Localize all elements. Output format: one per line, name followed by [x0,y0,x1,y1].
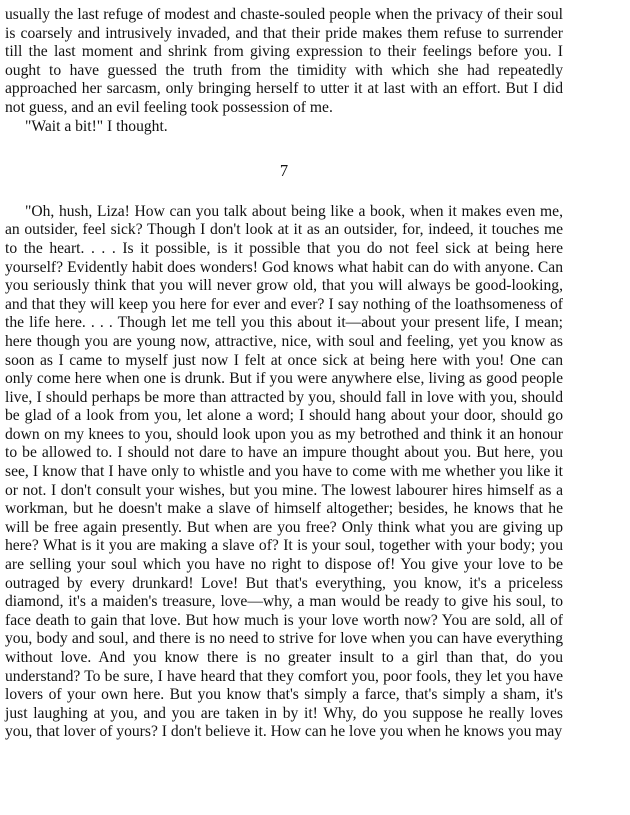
paragraph-speech: "Oh, hush, Liza! How can you talk about being like a book, when it makes even me, an outsider, feel sick? Though I don't look at it as an outsider, for, indeed, it touches me to the heart. . . . Is it possible, is it possible that you do not feel sick at being here yourself? Evidently habit does wonders! God knows what habit can do with anyone. Can you seriously think that you will never grow old, that you will always be good-looking, and that they will keep you here for ever and ever? I say nothing of the loathsomeness of the life here. . . . Though let me tell you this about it—about your present life, I mean; here though you are young now, attractive, nice, with soul and feeling, yet you know as soon as I came to myself just now I felt at once sick at being here with you! One can only come here when one is drunk. But if you were anywhere else, living as good people live, I should perhaps be more than attracted by you, should fall in love with you, should be glad of a look from you, let alone a word; I should hang about your door, should go down on my knees to you, should look upon you as my betrothed and think it an honour to be allowed to. I should not dare to have an impure thought about you. But here, you see, I know that I have only to whistle and you have to come with me whether you like it or not. I don't consult your wishes, but you mine. The lowest labourer hires himself as a workman, but he doesn't make a slave of himself altogether; besides, he knows that he will be free again presently. But when are you free? Only think what you are giving up here? What is it you are making a slave of? It is your soul, together with your body; you are selling your soul which you have no right to dispose of! You give your love to be outraged by every drunkard! Love! But that's everything, you know, it's a priceless diamond, it's a maiden's treasure, love—why, a man would be ready to give his soul, to face death to gain that love. But how much is your love worth now? You are sold, all of you, body and soul, and there is no need to strive for love when you can have everything without love. And you know there is no greater insult to a girl than that, do you understand? To be sure, I have heard that they comfort you, poor fools, they let you have lovers of your own here. But you know that's simply a farce, that's simply a sham, it's just laughing at you, and you are taken in by it! Why, do you suppose he really loves you, that lover of yours? I don't believe it. How can he love you when he knows you may [5,202,563,741]
paragraph-thought: "Wait a bit!" I thought. [25,117,168,135]
chapter-heading: 7 [279,161,289,181]
paragraph-continued: usually the last refuge of modest and chaste-souled people when the privacy of their soul is coarsely and intrusively invaded, and that their pride makes them refuse to surrender till the last moment and shrink from giving expression to their feelings before you. I ought to have guessed the truth from the timidity with which she had repeatedly approached her sarcasm, only bringing herself to utter it at last with an effort. But I did not guess, and an evil feeling took possession of me. [5,6,563,116]
